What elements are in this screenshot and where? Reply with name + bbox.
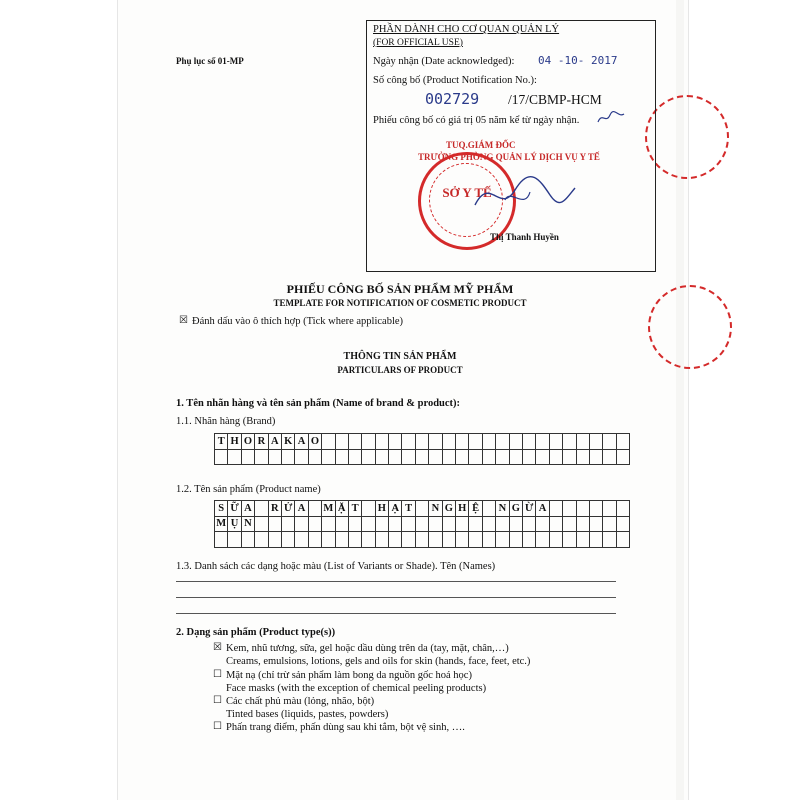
product-name-cell	[415, 532, 428, 548]
product-name-cell	[522, 532, 535, 548]
brand-cell: R	[255, 434, 268, 450]
stamp-partial-middle	[648, 285, 732, 369]
product-name-cell	[402, 516, 415, 532]
brand-cell	[603, 434, 616, 450]
product-name-cell	[268, 516, 281, 532]
product-name-cell: Ử	[281, 501, 294, 517]
product-name-cell: T	[402, 501, 415, 517]
product-name-cell	[295, 532, 308, 548]
brand-cell	[509, 449, 522, 465]
product-name-cell	[442, 516, 455, 532]
brand-cell	[215, 449, 228, 465]
brand-cell	[322, 449, 335, 465]
product-name-cell	[295, 516, 308, 532]
office-title: PHẦN DÀNH CHO CƠ QUAN QUẢN LÝ	[373, 24, 560, 35]
product-type-label: Mặt nạ (chỉ trừ sản phẩm làm bong da nguồn gốc hoá học)	[226, 670, 472, 681]
product-name-cell	[603, 516, 616, 532]
product-name-cell: N	[429, 501, 442, 517]
brand-cell	[549, 434, 562, 450]
brand-cell	[482, 434, 495, 450]
date-label: Ngày nhận (Date acknowledged):	[373, 56, 515, 67]
product-name-cell	[456, 532, 469, 548]
checked-checkbox-icon[interactable]: ☒	[213, 642, 222, 653]
product-name-cell	[482, 501, 495, 517]
checkbox-icon[interactable]: ☐	[213, 669, 222, 680]
product-name-cell	[536, 516, 549, 532]
brand-cell	[228, 449, 241, 465]
tick-symbol: ☒	[179, 315, 188, 326]
initial-mark-icon	[596, 110, 626, 126]
brand-cell: O	[241, 434, 254, 450]
brand-cell	[402, 449, 415, 465]
product-name-cell	[589, 516, 602, 532]
sign-title: TUQ.GIÁM ĐỐC	[446, 140, 516, 150]
product-name-cell	[576, 516, 589, 532]
product-name-cell	[429, 516, 442, 532]
brand-cell	[469, 449, 482, 465]
product-name-cell	[335, 532, 348, 548]
product-name-cell	[415, 516, 428, 532]
brand-cell	[281, 449, 294, 465]
product-name-cell	[442, 532, 455, 548]
product-name-cell: Ữ	[228, 501, 241, 517]
brand-cell	[603, 449, 616, 465]
brand-cell	[456, 449, 469, 465]
product-name-cell: M	[322, 501, 335, 517]
product-name-cell	[389, 532, 402, 548]
brand-cell	[375, 434, 388, 450]
product-name-cell	[362, 501, 375, 517]
product-name-cell	[549, 516, 562, 532]
product-name-cell: H	[375, 501, 388, 517]
product-name-cell	[255, 516, 268, 532]
product-name-cell	[549, 532, 562, 548]
product-name-cell	[589, 532, 602, 548]
brand-cell	[549, 449, 562, 465]
question-1-3: 1.3. Danh sách các dạng hoặc màu (List of Variants or Shade). Tên (Names)	[176, 561, 496, 572]
product-name-cell: A	[536, 501, 549, 517]
product-name-cell	[255, 532, 268, 548]
brand-cell	[389, 449, 402, 465]
product-name-cell	[335, 516, 348, 532]
brand-cell: T	[215, 434, 228, 450]
product-name-cell	[576, 532, 589, 548]
number-label: Số công bố (Product Notification No.):	[373, 75, 537, 86]
product-name-cell	[241, 532, 254, 548]
product-name-cell	[415, 501, 428, 517]
question-1-1: 1.1. Nhãn hàng (Brand)	[176, 416, 276, 427]
product-name-cell	[616, 532, 629, 548]
brand-cell	[576, 449, 589, 465]
product-name-cell: G	[509, 501, 522, 517]
answer-line	[176, 597, 616, 598]
product-name-cell	[469, 532, 482, 548]
answer-line	[176, 581, 616, 582]
product-name-cell	[456, 516, 469, 532]
brand-cell: O	[308, 434, 321, 450]
brand-cell	[375, 449, 388, 465]
checkbox-icon[interactable]: ☐	[213, 721, 222, 732]
product-name-cell	[549, 501, 562, 517]
brand-cell	[268, 449, 281, 465]
product-name-cell	[389, 516, 402, 532]
brand-cell	[308, 449, 321, 465]
checkbox-icon[interactable]: ☐	[213, 695, 222, 706]
signature-icon	[470, 170, 580, 220]
product-name-cell: Ặ	[335, 501, 348, 517]
form-title: PHIẾU CÔNG BỐ SẢN PHẨM MỸ PHẨM	[286, 282, 514, 296]
tick-note: Đánh dấu vào ô thích hợp (Tick where applicable)	[192, 316, 404, 327]
question-1: 1. Tên nhãn hàng và tên sản phẩm (Name of brand & product):	[176, 398, 461, 409]
product-name-cell	[576, 501, 589, 517]
product-name-cell: A	[241, 501, 254, 517]
product-name-cell	[362, 532, 375, 548]
stamp-partial-top	[645, 95, 729, 179]
product-name-cell	[522, 516, 535, 532]
product-name-cell	[589, 501, 602, 517]
product-type-label-en: Creams, emulsions, lotions, gels and oils for skin (hands, face, feet, etc.)	[226, 656, 531, 667]
product-name-cell: N	[496, 501, 509, 517]
product-type-label-en: Tinted bases (liquids, pastes, powders)	[226, 709, 389, 720]
product-name-cell: T	[348, 501, 361, 517]
brand-cell	[616, 434, 629, 450]
brand-cell	[589, 434, 602, 450]
brand-cell	[362, 449, 375, 465]
brand-cell	[522, 449, 535, 465]
brand-cell	[429, 449, 442, 465]
product-name-cell	[603, 501, 616, 517]
product-name-cell	[281, 532, 294, 548]
validity-note: Phiếu công bố có giá trị 05 năm kể từ ngày nhận.	[373, 115, 580, 126]
product-name-cell	[616, 501, 629, 517]
brand-cell	[589, 449, 602, 465]
brand-cell	[415, 449, 428, 465]
product-name-cell	[563, 501, 576, 517]
office-title-en: (FOR OFFICIAL USE)	[373, 38, 463, 48]
brand-cell	[415, 434, 428, 450]
product-name-cell	[616, 516, 629, 532]
number-suffix: /17/CBMP-HCM	[508, 92, 602, 107]
product-name-cell: Ừ	[522, 501, 535, 517]
product-name-cell	[496, 516, 509, 532]
annex-label: Phụ lục số 01-MP	[176, 56, 244, 66]
product-type-label-en: Face masks (with the exception of chemical peeling products)	[226, 683, 487, 694]
brand-cell	[522, 434, 535, 450]
product-name-cell	[228, 532, 241, 548]
product-name-cell	[281, 516, 294, 532]
brand-cell	[335, 449, 348, 465]
brand-cell	[496, 449, 509, 465]
product-name-cell	[402, 532, 415, 548]
signer-name: Thị Thanh Huyền	[490, 232, 559, 242]
product-name-cell	[496, 532, 509, 548]
brand-cell	[442, 434, 455, 450]
product-name-cell	[308, 516, 321, 532]
number-value: 002729	[425, 90, 480, 108]
product-type-label: Kem, nhũ tương, sữa, gel hoặc dầu dùng trên da (tay, mặt, chân,…)	[226, 643, 509, 654]
product-name-cell	[322, 516, 335, 532]
product-name-cell	[509, 516, 522, 532]
brand-cell	[469, 434, 482, 450]
brand-cell: H	[228, 434, 241, 450]
brand-cell	[442, 449, 455, 465]
product-name-cell	[308, 501, 321, 517]
brand-cell	[389, 434, 402, 450]
section-title: THÔNG TIN SẢN PHẨM	[343, 351, 457, 362]
brand-cell: K	[281, 434, 294, 450]
product-name-cell	[308, 532, 321, 548]
product-name-cell	[429, 532, 442, 548]
product-name-cell	[509, 532, 522, 548]
brand-cell	[322, 434, 335, 450]
brand-cell	[536, 449, 549, 465]
product-name-cell	[255, 501, 268, 517]
product-name-cell: R	[268, 501, 281, 517]
product-name-grid	[214, 500, 630, 548]
brand-cell	[616, 449, 629, 465]
product-name-cell: M	[215, 516, 228, 532]
brand-cell	[456, 434, 469, 450]
product-type-label: Các chất phủ màu (lỏng, nhão, bột)	[226, 696, 375, 707]
product-name-cell	[348, 516, 361, 532]
brand-cell	[482, 449, 495, 465]
brand-cell: A	[295, 434, 308, 450]
brand-cell	[509, 434, 522, 450]
brand-cell	[348, 449, 361, 465]
product-name-cell: S	[215, 501, 228, 517]
form-title-en: TEMPLATE FOR NOTIFICATION OF COSMETIC PRODUCT	[273, 298, 527, 308]
product-name-cell	[375, 516, 388, 532]
product-name-cell	[563, 516, 576, 532]
product-name-cell	[482, 516, 495, 532]
product-name-cell: Ụ	[228, 516, 241, 532]
product-name-cell: N	[241, 516, 254, 532]
brand-cell	[536, 434, 549, 450]
product-name-cell	[469, 516, 482, 532]
product-name-cell	[536, 532, 549, 548]
product-name-cell	[375, 532, 388, 548]
product-name-cell	[322, 532, 335, 548]
stamp-text: SỞ Y TẾ	[442, 185, 492, 200]
product-name-cell	[362, 516, 375, 532]
brand-cell	[348, 434, 361, 450]
product-name-cell	[268, 532, 281, 548]
brand-cell	[402, 434, 415, 450]
question-1-2: 1.2. Tên sản phẩm (Product name)	[176, 484, 321, 495]
product-name-cell	[215, 532, 228, 548]
product-name-cell: G	[442, 501, 455, 517]
product-type-label: Phấn trang điểm, phấn dùng sau khi tắm, bột vệ sinh, ….	[226, 722, 465, 733]
brand-cell	[429, 434, 442, 450]
brand-cell	[576, 434, 589, 450]
product-name-cell: A	[295, 501, 308, 517]
brand-cell	[295, 449, 308, 465]
product-name-cell	[563, 532, 576, 548]
brand-cell: A	[268, 434, 281, 450]
answer-line	[176, 613, 616, 614]
product-name-cell	[348, 532, 361, 548]
product-name-cell: Ệ	[469, 501, 482, 517]
product-name-cell	[482, 532, 495, 548]
date-value: 04 -10- 2017	[538, 54, 618, 67]
section-title-en: PARTICULARS OF PRODUCT	[337, 365, 463, 375]
brand-cell	[362, 434, 375, 450]
product-name-cell	[603, 532, 616, 548]
brand-cell	[496, 434, 509, 450]
product-name-cell: Ạ	[389, 501, 402, 517]
question-2: 2. Dạng sản phẩm (Product type(s))	[176, 627, 336, 638]
product-name-cell: H	[456, 501, 469, 517]
sign-org: TRƯỞNG PHÒNG QUẢN LÝ DỊCH VỤ Y TẾ	[418, 152, 600, 162]
brand-cell	[563, 449, 576, 465]
brand-cell	[335, 434, 348, 450]
brand-grid	[214, 433, 630, 465]
brand-cell	[255, 449, 268, 465]
brand-cell	[241, 449, 254, 465]
brand-cell	[563, 434, 576, 450]
